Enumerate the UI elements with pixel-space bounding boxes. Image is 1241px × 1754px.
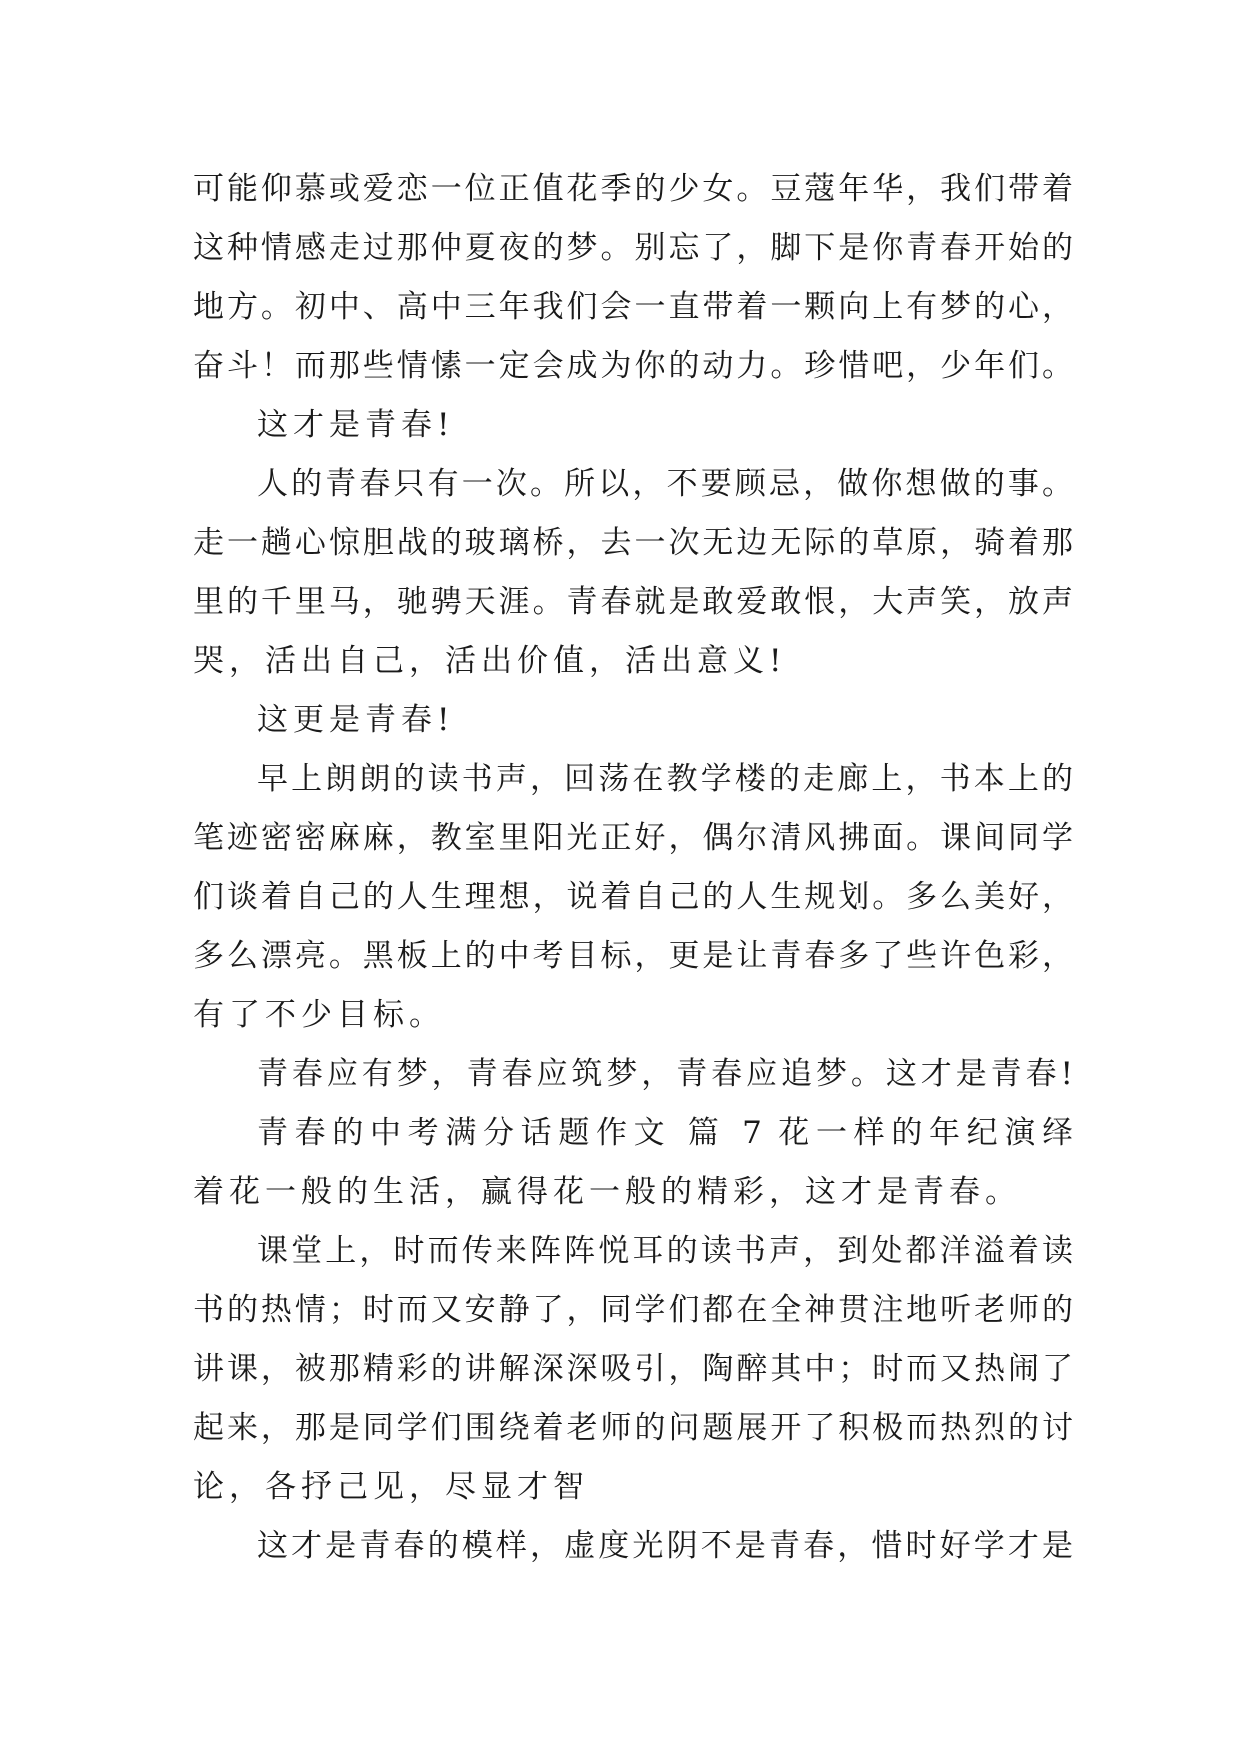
text-line-content: 奋斗！而那些情愫一定会成为你的动力。珍惜吧，少年们。 <box>193 348 1073 384</box>
text-line-content: 书的热情；时而又安静了，同学们都在全神贯注地听老师的 <box>193 1292 1073 1328</box>
text-line-content: 们谈着自己的人生理想，说着自己的人生规划。多么美好， <box>193 879 1073 915</box>
text-line <box>193 337 1073 396</box>
text-line-content: 走一趟心惊胆战的玻璃桥，去一次无边无际的草原，骑着那 <box>193 525 1073 561</box>
text-line-content: 这种情感走过那仲夏夜的梦。别忘了，脚下是你青春开始的 <box>193 230 1073 266</box>
text-line-content: 课堂上，时而传来阵阵悦耳的读书声，到处都洋溢着读 <box>257 1233 1073 1269</box>
text-line <box>193 160 1073 219</box>
text-line-content: 有了不少目标。 <box>193 997 445 1033</box>
text-line <box>193 691 1073 750</box>
text-line <box>193 514 1073 573</box>
text-line-content: 这才是青春的模样，虚度光阴不是青春，惜时好学才是 <box>257 1528 1073 1564</box>
text-line <box>193 455 1073 514</box>
text-line-content: 人的青春只有一次。所以，不要顾忌，做你想做的事。 <box>257 466 1073 502</box>
text-line-content: 论，各抒己见，尽显才智 <box>193 1469 589 1505</box>
text-line <box>193 1281 1073 1340</box>
text-line-content: 里的千里马，驰骋天涯。青春就是敢爱敢恨，大声笑，放声 <box>193 584 1073 620</box>
text-line <box>193 1517 1073 1576</box>
text-line <box>193 1045 1073 1104</box>
text-line <box>193 278 1073 337</box>
text-line <box>193 809 1073 868</box>
text-line <box>193 1163 1073 1222</box>
text-line-content: 地方。初中、高中三年我们会一直带着一颗向上有梦的心， <box>193 289 1073 325</box>
text-line <box>193 986 1073 1045</box>
text-line-content: 可能仰慕或爱恋一位正值花季的少女。豆蔻年华，我们带着 <box>193 171 1073 207</box>
text-line <box>193 1104 1073 1163</box>
text-line <box>193 927 1073 986</box>
text-line-content: 起来，那是同学们围绕着老师的问题展开了积极而热烈的讨 <box>193 1410 1073 1446</box>
text-line <box>193 1399 1073 1458</box>
text-line-content: 青春的中考满分话题作文 篇 7 花一样的年纪演绎 <box>257 1115 1073 1151</box>
text-line-content: 讲课，被那精彩的讲解深深吸引，陶醉其中；时而又热闹了 <box>193 1351 1073 1387</box>
text-line <box>193 868 1073 927</box>
text-line-content: 哭，活出自己，活出价值，活出意义! <box>193 643 787 679</box>
text-line-content: 这更是青春! <box>257 702 455 738</box>
text-line-content: 这才是青春! <box>257 407 455 443</box>
text-line <box>193 573 1073 632</box>
text-line-content: 早上朗朗的读书声，回荡在教学楼的走廊上，书本上的 <box>257 761 1073 797</box>
text-line-content: 笔迹密密麻麻，教室里阳光正好，偶尔清风拂面。课间同学 <box>193 820 1073 856</box>
text-line-content: 青春应有梦，青春应筑梦，青春应追梦。这才是青春! <box>257 1056 1073 1092</box>
text-line <box>193 1340 1073 1399</box>
text-line <box>193 1458 1073 1517</box>
text-line <box>193 632 1073 691</box>
text-line-content: 多么漂亮。黑板上的中考目标，更是让青春多了些许色彩， <box>193 938 1073 974</box>
text-line <box>193 750 1073 809</box>
document-page <box>193 160 1073 1576</box>
text-line <box>193 396 1073 455</box>
text-line-content: 着花一般的生活，赢得花一般的精彩，这才是青春。 <box>193 1174 1021 1210</box>
text-line <box>193 219 1073 278</box>
text-line <box>193 1222 1073 1281</box>
